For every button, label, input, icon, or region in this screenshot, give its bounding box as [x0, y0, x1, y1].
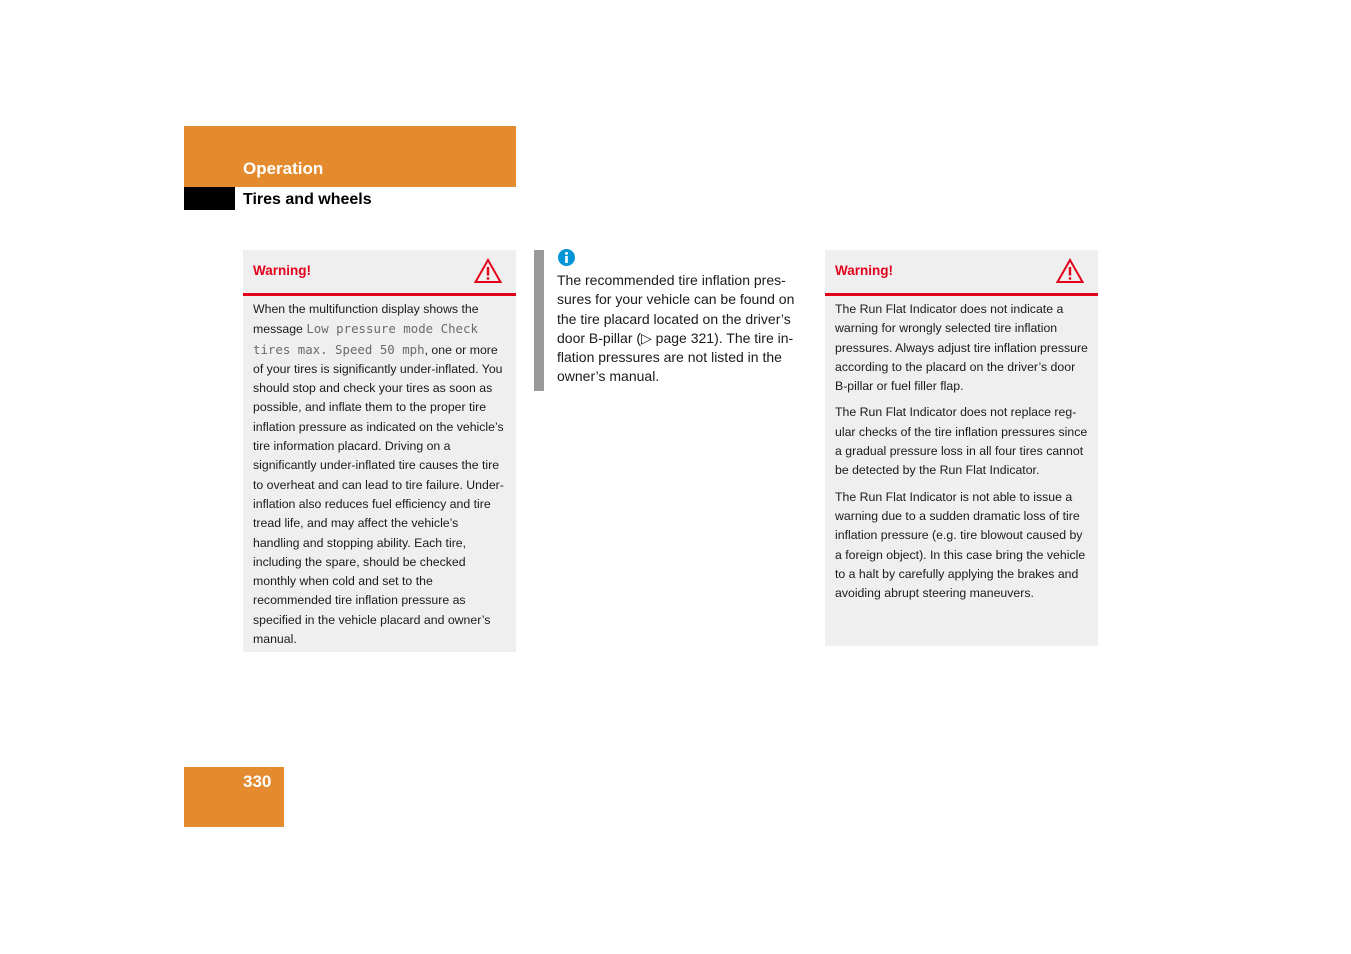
subsection-title: Tires and wheels	[243, 191, 372, 208]
warning-body	[825, 296, 1098, 611]
warning-box-left	[243, 250, 516, 652]
warning-paragraph: The Run Flat Indicator does not indicate a warning for wrongly selected tire inflation pressures. Always adjust tire inflation pressure according to the placard on the driver’s door B-pillar or fuel filler flap.	[835, 302, 1088, 394]
warning-paragraph	[253, 300, 506, 649]
warning-triangle-icon	[474, 258, 502, 284]
warning-triangle-icon	[1056, 258, 1084, 284]
display-message: Low pressure mode Check tires max. Speed 50 mph	[253, 321, 478, 357]
warning-label: Warning!	[253, 263, 311, 278]
note-bar	[534, 250, 544, 391]
header-bar	[184, 126, 516, 187]
page-number: 330	[243, 772, 272, 791]
warning-header	[825, 250, 1098, 296]
warning-text-intro: When the multifunction display shows the message	[253, 302, 479, 337]
warning-paragraph: The Run Flat Indicator is not able to issue a warning due to a sudden dramatic loss of tire inflation pressure (e.g. tire blowout caused by a foreign object). In this case bring the vehicle to a halt by carefully applying the brakes and avoiding abrupt steering maneuvers.	[835, 489, 1086, 601]
note-text: The recommended tire inflation pressures for your vehicle can be found on the tire placard located on the driver’s door B-pillar (▷ page 321). The tire inflation pressures are not listed in the owner’s manual.	[557, 272, 795, 385]
info-icon	[558, 249, 575, 266]
warning-body	[243, 296, 516, 657]
warning-label: Warning!	[835, 263, 893, 278]
subsection-marker	[184, 187, 235, 210]
warning-box-right	[825, 250, 1098, 646]
warning-paragraph: The Run Flat Indicator does not replace regular checks of the tire inflation pressures since a gradual pressure loss in all four tires cannot be detected by the Run Flat Indicator.	[835, 405, 1088, 478]
warning-text-main: , one or more of your tires is significantly under-inflated. You should stop and check your tires as soon as possible, and inflate them to the proper tire inflation pressure as indicated on the vehicle’s tire information placard. Driving on a significantly under-inflated tire causes the tire to overheat and can lead to tire failure. Under-inflation also reduces fuel efficiency and tire tread life, and may affect the vehicle’s handling and stopping ability. Each tire, including the spare, should be checked monthly when cold and set to the recommended tire inflation pressure as specified in the vehicle placard and owner’s manual.	[253, 342, 504, 647]
warning-header	[243, 250, 516, 296]
section-title: Operation	[243, 159, 324, 178]
